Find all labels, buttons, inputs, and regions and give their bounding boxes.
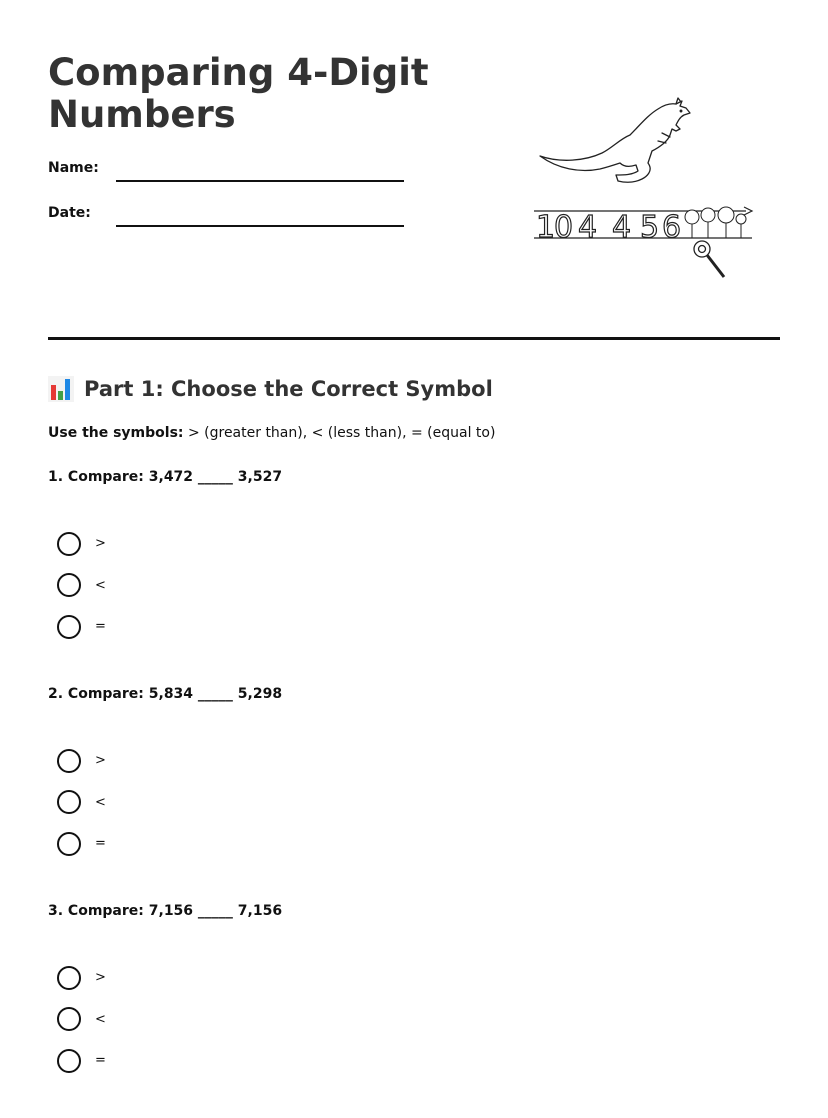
option-equal[interactable] — [57, 606, 106, 648]
radio-button[interactable] — [57, 966, 81, 990]
svg-text:6: 6 — [662, 210, 682, 245]
question-2: 2. Compare: 5,834 _____ 5,298 — [48, 686, 283, 702]
radio-button[interactable] — [57, 749, 81, 773]
svg-text:0: 0 — [554, 210, 574, 245]
option-label: = — [95, 619, 106, 635]
svg-text:4: 4 — [578, 210, 598, 245]
date-field[interactable] — [116, 225, 404, 227]
option-label: = — [95, 836, 106, 852]
radio-button[interactable] — [57, 573, 81, 597]
option-equal[interactable] — [57, 1040, 106, 1082]
option-label: > — [95, 536, 106, 552]
instructions-label: Use the symbols: — [48, 425, 184, 441]
question-1: 1. Compare: 3,472 _____ 3,527 — [48, 469, 283, 485]
radio-button[interactable] — [57, 615, 81, 639]
instructions — [48, 425, 495, 441]
question-3-options — [57, 957, 106, 1082]
option-label: < — [95, 794, 106, 810]
option-label: < — [95, 1011, 106, 1027]
option-greater[interactable] — [57, 523, 106, 565]
svg-text:4: 4 — [612, 210, 632, 245]
section-divider — [48, 337, 780, 340]
instructions-text: > (greater than), < (less than), = (equal to) — [183, 425, 496, 441]
radio-button[interactable] — [57, 532, 81, 556]
question-2-options — [57, 740, 106, 865]
option-label: > — [95, 753, 106, 769]
name-label: Name: — [48, 160, 99, 176]
bar-chart-icon — [48, 376, 74, 402]
magnifying-glass-icon — [694, 241, 724, 277]
option-label: = — [95, 1053, 106, 1069]
option-less[interactable] — [57, 999, 106, 1041]
name-field[interactable] — [116, 180, 404, 182]
option-greater[interactable] — [57, 957, 106, 999]
number-line-icon — [534, 207, 752, 245]
question-1-options — [57, 523, 106, 648]
svg-text:5: 5 — [640, 210, 660, 245]
radio-button[interactable] — [57, 1049, 81, 1073]
kangaroo-icon — [540, 98, 690, 182]
radio-button[interactable] — [57, 832, 81, 856]
part1-title: Part 1: Choose the Correct Symbol — [84, 377, 493, 401]
date-label: Date: — [48, 205, 91, 221]
part1-heading — [48, 374, 493, 404]
radio-button[interactable] — [57, 1007, 81, 1031]
option-label: < — [95, 577, 106, 593]
radio-button[interactable] — [57, 790, 81, 814]
kangaroo-number-line-illustration — [530, 95, 760, 290]
question-3: 3. Compare: 7,156 _____ 7,156 — [48, 903, 283, 919]
option-label: > — [95, 970, 106, 986]
option-less[interactable] — [57, 782, 106, 824]
svg-text:1: 1 — [536, 210, 556, 245]
option-equal[interactable] — [57, 823, 106, 865]
option-greater[interactable] — [57, 740, 106, 782]
worksheet-title: Comparing 4-Digit Numbers — [48, 51, 429, 136]
option-less[interactable] — [57, 565, 106, 607]
